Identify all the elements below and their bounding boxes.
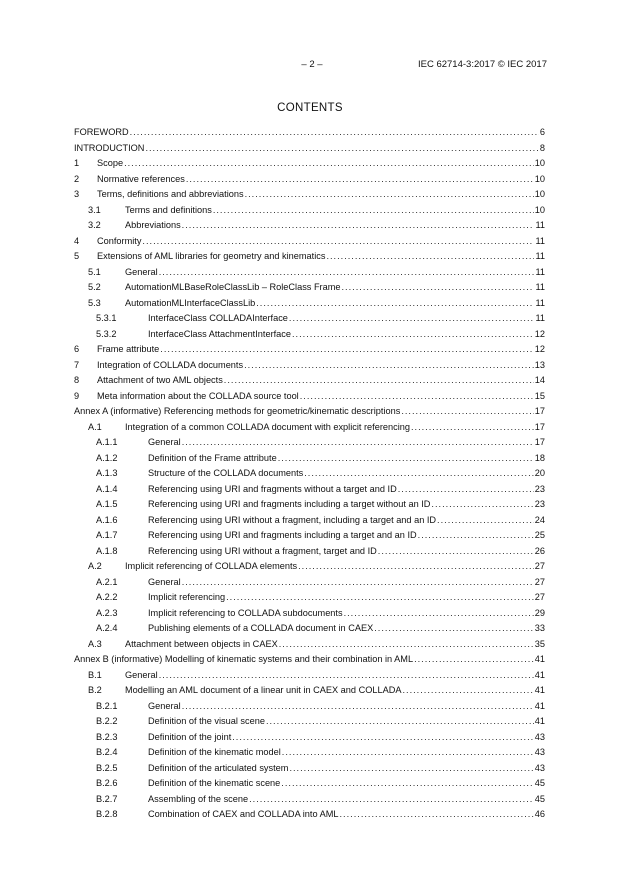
toc-entry[interactable] [74, 699, 545, 715]
toc-entry[interactable] [74, 404, 545, 420]
toc-leader-dots [398, 482, 534, 498]
toc-entry-page: 12 [534, 328, 545, 339]
toc-leader-dots [182, 218, 535, 234]
toc-leader-dots [249, 792, 534, 808]
toc-entry[interactable] [74, 792, 545, 808]
toc-entry[interactable] [74, 172, 545, 188]
toc-leader-dots [142, 234, 534, 250]
toc-entry-title: Modelling an AML document of a linear unit in CAEX and COLLADA [125, 685, 402, 695]
toc-entry-page: 41 [534, 716, 545, 726]
toc-entry-page: 41 [534, 685, 545, 695]
toc-entry-title: Extensions of AML libraries for geometry and kinematics [97, 251, 326, 261]
toc-entry-page: 33 [534, 623, 545, 633]
toc-entry-title: Implicit referencing [148, 592, 226, 602]
toc-leader-dots [418, 528, 534, 544]
toc-entry-number: A.1.4 [96, 483, 118, 494]
toc-entry-title: Terms and definitions [125, 204, 212, 215]
toc-entry[interactable] [74, 125, 545, 141]
toc-entry[interactable] [74, 745, 545, 761]
toc-entry-number: A.2.2 [96, 592, 118, 602]
toc-entry-title: Definition of the joint [148, 731, 232, 742]
toc-entry-number: A.1.3 [96, 468, 118, 478]
toc-entry-page: 27 [534, 576, 545, 587]
toc-entry-title: Structure of the COLLADA documents [148, 468, 304, 478]
toc-entry-title: Referencing using URI without a fragment, target and ID [148, 545, 377, 556]
toc-leader-dots [159, 668, 534, 684]
toc-entry-title: Terms, definitions and abbreviations [97, 189, 244, 199]
toc-entry-title: Definition of the visual scene [148, 716, 265, 726]
toc-entry-number: 4 [74, 235, 80, 246]
toc-entry-page: 17 [534, 437, 545, 447]
page-title: CONTENTS [277, 102, 343, 114]
toc-entry-page: 35 [534, 638, 545, 649]
toc-entry-number: B.2.7 [96, 793, 118, 804]
toc-entry-title: Integration of COLLADA documents [97, 359, 244, 370]
toc-entry-title: Implicit referencing to COLLADA subdocuments [148, 607, 343, 618]
toc-entry[interactable] [74, 187, 545, 203]
toc-entry-number: A.2.1 [96, 576, 118, 587]
toc-entry-page: 41 [534, 669, 545, 680]
toc-entry[interactable] [74, 420, 545, 436]
toc-entry[interactable] [74, 358, 545, 374]
toc-entry-number: 5.1 [88, 266, 101, 277]
toc-entry-number: A.1 [88, 421, 102, 432]
toc-entry-title: General [125, 266, 158, 277]
toc-entry[interactable] [74, 296, 545, 312]
toc-entry-number: A.1.5 [96, 499, 118, 509]
toc-entry[interactable] [74, 513, 545, 529]
toc-entry-number: B.2.1 [96, 700, 118, 711]
toc-entry-title: INTRODUCTION [74, 142, 145, 153]
toc-leader-dots [224, 373, 534, 389]
toc-entry-number: B.2.4 [96, 747, 118, 757]
toc-entry-page: 10 [534, 204, 545, 215]
toc-leader-dots [232, 730, 534, 746]
toc-entry-title: Definition of the kinematic model [148, 747, 281, 757]
toc-entry-title: Annex A (informative) Referencing methods for geometric/kinematic descriptions [74, 406, 401, 416]
toc-entry[interactable] [74, 807, 545, 823]
toc-leader-dots [279, 637, 534, 653]
toc-entry-title: Meta information about the COLLADA source tool [97, 390, 299, 401]
toc-leader-dots [278, 451, 534, 467]
toc-leader-dots [226, 590, 534, 606]
toc-entry[interactable] [74, 575, 545, 591]
toc-leader-dots [326, 249, 534, 265]
toc-entry-page: 27 [534, 592, 545, 602]
toc-leader-dots [292, 327, 534, 343]
toc-entry[interactable] [74, 451, 545, 467]
table-of-contents [74, 125, 545, 823]
toc-entry[interactable] [74, 683, 545, 699]
toc-entry-page: 27 [534, 561, 545, 571]
toc-leader-dots [186, 172, 534, 188]
toc-leader-dots [130, 125, 539, 141]
toc-entry[interactable] [74, 141, 545, 157]
toc-entry[interactable] [74, 544, 545, 560]
toc-entry-number: B.2 [88, 685, 102, 695]
toc-entry[interactable] [74, 249, 545, 265]
toc-leader-dots [266, 714, 534, 730]
toc-entry[interactable] [74, 389, 545, 405]
toc-leader-dots [342, 280, 535, 296]
toc-entry-title: Frame attribute [97, 344, 160, 354]
toc-entry-title: AutomationMLInterfaceClassLib [125, 297, 256, 308]
toc-entry-page: 43 [534, 762, 545, 773]
toc-leader-dots [182, 699, 534, 715]
toc-entry[interactable] [74, 528, 545, 544]
toc-entry[interactable] [74, 156, 545, 172]
toc-entry-title: Definition of the Frame attribute [148, 452, 277, 463]
toc-entry-title: Conformity [97, 235, 142, 246]
toc-entry-number: 5.3 [88, 297, 101, 308]
toc-entry-title: Definition of the kinematic scene [148, 778, 281, 788]
toc-leader-dots [124, 156, 534, 172]
toc-entry-title: InterfaceClass COLLADAInterface [148, 313, 288, 323]
toc-entry-page: 24 [534, 514, 545, 525]
toc-entry-page: 45 [534, 793, 545, 804]
toc-leader-dots [437, 513, 534, 529]
toc-entry-page: 18 [534, 452, 545, 463]
toc-entry-page: 14 [534, 375, 545, 385]
toc-entry-title: General [148, 700, 181, 711]
toc-entry-number: B.2.3 [96, 731, 118, 742]
toc-entry-number: 3.2 [88, 220, 101, 230]
toc-leader-dots [244, 358, 534, 374]
toc-entry-page: 20 [534, 468, 545, 478]
toc-entry-title: Scope [97, 158, 124, 168]
toc-leader-dots [256, 296, 534, 312]
toc-entry-page: 43 [534, 747, 545, 757]
toc-entry[interactable] [74, 776, 545, 792]
toc-entry-title: Referencing using URI without a fragment, including a target and an ID [148, 514, 437, 525]
toc-entry[interactable] [74, 342, 545, 358]
toc-entry-title: Referencing using URI and fragments including a target without an ID [148, 499, 431, 509]
toc-entry-page: 10 [534, 189, 545, 199]
toc-entry-number: A.2.3 [96, 607, 118, 618]
toc-entry-number: 2 [74, 173, 80, 184]
toc-entry[interactable] [74, 373, 545, 389]
toc-entry-number: A.1.7 [96, 530, 118, 540]
toc-leader-dots [182, 435, 534, 451]
toc-entry-page: 11 [535, 266, 545, 277]
toc-entry-title: Combination of CAEX and COLLADA into AML [148, 809, 339, 819]
toc-leader-dots [289, 761, 533, 777]
toc-entry-title: FOREWORD [74, 127, 129, 137]
toc-entry-number: 5.2 [88, 282, 101, 292]
toc-entry-number: B.2.5 [96, 762, 118, 773]
toc-entry[interactable] [74, 606, 545, 622]
toc-entry-page: 45 [534, 778, 545, 788]
toc-entry-page: 41 [534, 654, 545, 664]
toc-entry-page: 41 [534, 700, 545, 711]
toc-entry-number: A.1.2 [96, 452, 118, 463]
toc-entry[interactable] [74, 714, 545, 730]
toc-entry-page: 12 [534, 344, 545, 354]
toc-entry-number: B.1 [88, 669, 102, 680]
toc-entry-number: 8 [74, 375, 80, 385]
toc-leader-dots [182, 575, 534, 591]
toc-leader-dots [340, 807, 534, 823]
toc-entry-page: 11 [535, 235, 545, 246]
toc-entry-title: Attachment of two AML objects [97, 375, 223, 385]
toc-entry-page: 10 [534, 158, 545, 168]
standard-reference: IEC 62714-3:2017 © IEC 2017 [417, 59, 547, 70]
toc-entry-page: 10 [534, 173, 545, 184]
toc-entry-number: 5.3.2 [96, 328, 117, 339]
toc-leader-dots [431, 497, 533, 513]
toc-entry-title: General [148, 576, 181, 587]
toc-entry-page: 11 [535, 313, 545, 323]
toc-entry-title: Referencing using URI and fragments including a target and an ID [148, 530, 417, 540]
toc-entry[interactable] [74, 637, 545, 653]
toc-leader-dots [213, 203, 534, 219]
toc-entry[interactable] [74, 234, 545, 250]
toc-entry-title: Referencing using URI and fragments without a target and ID [148, 483, 397, 494]
toc-entry-number: A.2 [88, 561, 102, 571]
toc-entry[interactable] [74, 621, 545, 637]
toc-entry-page: 8 [539, 142, 545, 153]
toc-entry[interactable] [74, 466, 545, 482]
toc-leader-dots [414, 652, 534, 668]
toc-entry-number: A.1.6 [96, 514, 118, 525]
toc-entry-number: 7 [74, 359, 80, 370]
toc-entry-page: 26 [534, 545, 545, 556]
toc-entry[interactable] [74, 668, 545, 684]
toc-entry-page: 15 [534, 390, 545, 401]
toc-leader-dots [411, 420, 534, 436]
toc-entry-title: General [148, 437, 181, 447]
toc-entry-number: 5 [74, 251, 80, 261]
toc-entry-page: 11 [535, 297, 545, 308]
toc-entry-number: 9 [74, 390, 80, 401]
toc-entry-page: 11 [535, 251, 545, 261]
toc-entry[interactable] [74, 218, 545, 234]
toc-entry-number: 5.3.1 [96, 313, 117, 323]
toc-entry-page: 17 [534, 421, 545, 432]
toc-entry-title: InterfaceClass AttachmentInterface [148, 328, 291, 339]
toc-entry-number: 1 [74, 158, 80, 168]
toc-entry-page: 13 [534, 359, 545, 370]
toc-entry[interactable] [74, 652, 545, 668]
toc-entry-title: Integration of a common COLLADA document with explicit referencing [125, 421, 410, 432]
toc-entry[interactable] [74, 203, 545, 219]
toc-leader-dots [160, 342, 533, 358]
toc-leader-dots [282, 745, 534, 761]
toc-entry-number: A.1.1 [96, 437, 118, 447]
toc-entry[interactable] [74, 435, 545, 451]
toc-entry-page: 6 [539, 127, 545, 137]
toc-entry-number: B.2.2 [96, 716, 118, 726]
toc-entry[interactable] [74, 265, 545, 281]
toc-entry[interactable] [74, 559, 545, 575]
toc-entry-title: Implicit referencing of COLLADA elements [125, 561, 298, 571]
toc-entry[interactable] [74, 327, 545, 343]
toc-entry-page: 29 [534, 607, 545, 618]
toc-entry-title: Assembling of the scene [148, 793, 249, 804]
toc-entry[interactable] [74, 280, 545, 296]
toc-entry-number: 3 [74, 189, 80, 199]
toc-entry-title: Abbreviations [125, 220, 181, 230]
toc-entry-number: A.3 [88, 638, 102, 649]
toc-entry-page: 11 [535, 220, 545, 230]
toc-entry-page: 23 [534, 499, 545, 509]
toc-entry[interactable] [74, 497, 545, 513]
toc-entry-title: AutomationMLBaseRoleClassLib – RoleClass Frame [125, 282, 341, 292]
toc-entry[interactable] [74, 761, 545, 777]
toc-leader-dots [159, 265, 535, 281]
toc-entry-title: General [125, 669, 158, 680]
toc-entry-number: 3.1 [88, 204, 101, 215]
toc-entry-page: 11 [535, 282, 545, 292]
toc-entry-page: 25 [534, 530, 545, 540]
toc-leader-dots [378, 544, 534, 560]
toc-entry-number: B.2.6 [96, 778, 118, 788]
toc-leader-dots [374, 621, 534, 637]
toc-entry[interactable] [74, 590, 545, 606]
toc-entry-title: Publishing elements of a COLLADA document in CAEX [148, 623, 374, 633]
toc-entry-page: 17 [534, 406, 545, 416]
toc-entry[interactable] [74, 730, 545, 746]
toc-leader-dots [145, 141, 538, 157]
toc-leader-dots [298, 559, 534, 575]
toc-entry[interactable] [74, 311, 545, 327]
toc-leader-dots [300, 389, 534, 405]
toc-leader-dots [245, 187, 534, 203]
page-header [0, 59, 620, 73]
toc-entry-title: Annex B (informative) Modelling of kinematic systems and their combination in AML [74, 654, 414, 664]
toc-leader-dots [289, 311, 535, 327]
toc-leader-dots [401, 404, 533, 420]
toc-entry-page: 23 [534, 483, 545, 494]
toc-entry-number: A.2.4 [96, 623, 118, 633]
toc-entry[interactable] [74, 482, 545, 498]
toc-entry-title: Definition of the articulated system [148, 762, 289, 773]
toc-entry-title: Attachment between objects in CAEX [125, 638, 278, 649]
toc-leader-dots [402, 683, 533, 699]
page-number: – 2 – [301, 59, 323, 70]
toc-leader-dots [344, 606, 534, 622]
toc-entry-page: 43 [534, 731, 545, 742]
toc-entry-number: 6 [74, 344, 80, 354]
toc-entry-page: 46 [534, 809, 545, 819]
toc-entry-number: A.1.8 [96, 545, 118, 556]
toc-leader-dots [304, 466, 534, 482]
toc-entry-number: B.2.8 [96, 809, 118, 819]
toc-entry-title: Normative references [97, 173, 185, 184]
toc-leader-dots [281, 776, 533, 792]
